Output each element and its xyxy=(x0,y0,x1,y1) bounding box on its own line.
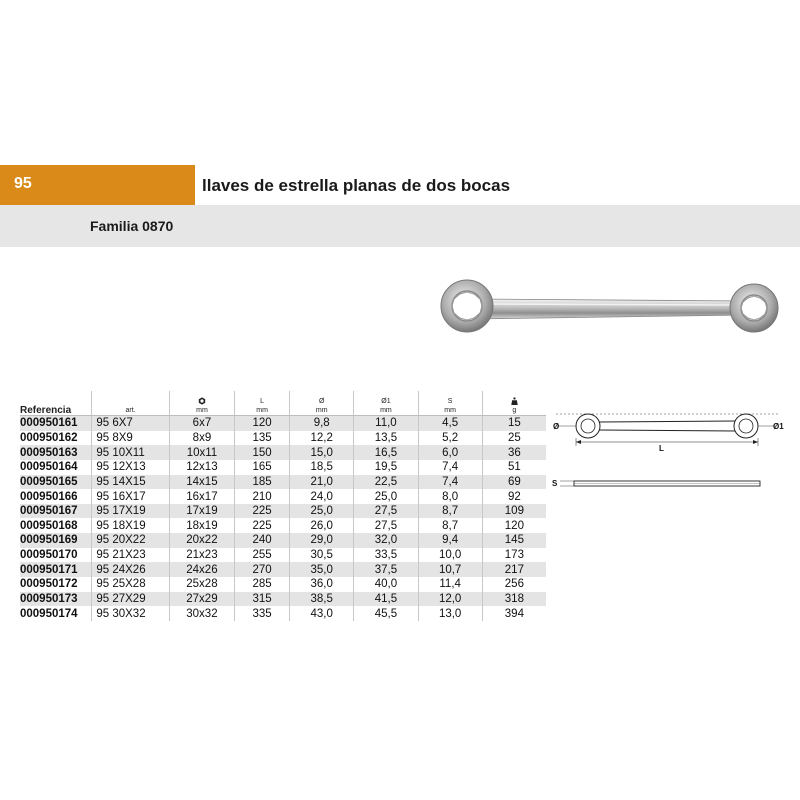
referencia-cell: 000950164 xyxy=(20,460,92,475)
thickness-cell: 10,0 xyxy=(418,548,482,563)
diameter-cell: 12,2 xyxy=(290,431,354,446)
length-cell: 210 xyxy=(235,489,290,504)
art-cell: 95 25X28 xyxy=(92,577,169,592)
thickness-cell: 8,0 xyxy=(418,489,482,504)
diameter-label: Ø xyxy=(553,422,560,431)
nut-icon xyxy=(198,397,206,405)
table-row xyxy=(20,504,546,519)
table-row xyxy=(20,445,546,460)
referencia-cell: 000950168 xyxy=(20,518,92,533)
table-row xyxy=(20,606,546,621)
diameter1-cell: 13,5 xyxy=(354,431,418,446)
table-row xyxy=(20,592,546,607)
thickness-cell: 9,4 xyxy=(418,533,482,548)
diameter-cell: 9,8 xyxy=(290,416,354,431)
thickness-cell: 12,0 xyxy=(418,592,482,607)
art-cell: 95 30X32 xyxy=(92,606,169,621)
size-cell: 10x11 xyxy=(169,445,234,460)
thickness-cell: 10,7 xyxy=(418,562,482,577)
wrench-photo xyxy=(432,275,792,345)
size-cell: 21x23 xyxy=(169,548,234,563)
weight-cell: 394 xyxy=(482,606,546,621)
thickness-cell: 7,4 xyxy=(418,460,482,475)
diameter1-cell: 19,5 xyxy=(354,460,418,475)
length-cell: 315 xyxy=(235,592,290,607)
length-cell: 150 xyxy=(235,445,290,460)
art-cell: 95 6X7 xyxy=(92,416,169,431)
thickness-cell: 8,7 xyxy=(418,518,482,533)
size-cell: 16x17 xyxy=(169,489,234,504)
referencia-cell: 000950163 xyxy=(20,445,92,460)
table-row xyxy=(20,416,546,431)
length-cell: 255 xyxy=(235,548,290,563)
length-cell: 270 xyxy=(235,562,290,577)
length-cell: 335 xyxy=(235,606,290,621)
art-cell: 95 10X11 xyxy=(92,445,169,460)
weight-cell: 217 xyxy=(482,562,546,577)
art-cell: 95 17X19 xyxy=(92,504,169,519)
art-cell: 95 18X19 xyxy=(92,518,169,533)
column-header-diameter: Ø mm xyxy=(290,391,354,416)
length-cell: 120 xyxy=(235,416,290,431)
art-cell: 95 21X23 xyxy=(92,548,169,563)
diameter-cell: 15,0 xyxy=(290,445,354,460)
thickness-cell: 4,5 xyxy=(418,416,482,431)
weight-icon xyxy=(511,397,518,405)
length-cell: 240 xyxy=(235,533,290,548)
table-row xyxy=(20,475,546,490)
diameter-cell: 38,5 xyxy=(290,592,354,607)
art-cell: 95 8X9 xyxy=(92,431,169,446)
table-row xyxy=(20,518,546,533)
size-cell: 20x22 xyxy=(169,533,234,548)
thickness-cell: 11,4 xyxy=(418,577,482,592)
length-cell: 225 xyxy=(235,518,290,533)
diameter-cell: 43,0 xyxy=(290,606,354,621)
weight-cell: 69 xyxy=(482,475,546,490)
size-cell: 8x9 xyxy=(169,431,234,446)
length-cell: 165 xyxy=(235,460,290,475)
diameter-cell: 36,0 xyxy=(290,577,354,592)
diameter1-cell: 27,5 xyxy=(354,518,418,533)
column-header-referencia: Referencia xyxy=(20,391,92,416)
weight-cell: 120 xyxy=(482,518,546,533)
weight-cell: 92 xyxy=(482,489,546,504)
diameter1-cell: 40,0 xyxy=(354,577,418,592)
weight-cell: 25 xyxy=(482,431,546,446)
diameter1-cell: 37,5 xyxy=(354,562,418,577)
diameter1-cell: 22,5 xyxy=(354,475,418,490)
column-header-s: S mm xyxy=(418,391,482,416)
diameter-cell: 26,0 xyxy=(290,518,354,533)
diameter1-cell: 41,5 xyxy=(354,592,418,607)
size-cell: 27x29 xyxy=(169,592,234,607)
art-cell: 95 12X13 xyxy=(92,460,169,475)
diameter1-cell: 16,5 xyxy=(354,445,418,460)
weight-cell: 145 xyxy=(482,533,546,548)
diameter-cell: 35,0 xyxy=(290,562,354,577)
diameter-cell: 30,5 xyxy=(290,548,354,563)
art-cell: 95 27X29 xyxy=(92,592,169,607)
referencia-cell: 000950170 xyxy=(20,548,92,563)
page-title: llaves de estrella planas de dos bocas xyxy=(202,176,511,195)
referencia-cell: 000950174 xyxy=(20,606,92,621)
thickness-cell: 8,7 xyxy=(418,504,482,519)
column-header-size: mm xyxy=(169,391,234,416)
table-row xyxy=(20,533,546,548)
diameter1-label: Ø1 xyxy=(773,422,784,431)
size-cell: 18x19 xyxy=(169,518,234,533)
diameter1-cell: 33,5 xyxy=(354,548,418,563)
art-cell: 95 24X26 xyxy=(92,562,169,577)
diameter-cell: 21,0 xyxy=(290,475,354,490)
referencia-cell: 000950161 xyxy=(20,416,92,431)
series-number: 95 xyxy=(14,175,32,192)
thickness-cell: 7,4 xyxy=(418,475,482,490)
weight-cell: 256 xyxy=(482,577,546,592)
length-cell: 135 xyxy=(235,431,290,446)
weight-cell: 109 xyxy=(482,504,546,519)
size-cell: 6x7 xyxy=(169,416,234,431)
referencia-cell: 000950171 xyxy=(20,562,92,577)
length-cell: 225 xyxy=(235,504,290,519)
table-header-row xyxy=(20,391,546,416)
referencia-cell: 000950169 xyxy=(20,533,92,548)
size-cell: 24x26 xyxy=(169,562,234,577)
table-row xyxy=(20,489,546,504)
size-cell: 30x32 xyxy=(169,606,234,621)
diameter-cell: 24,0 xyxy=(290,489,354,504)
spec-table xyxy=(20,391,546,621)
table-row xyxy=(20,548,546,563)
referencia-cell: 000950172 xyxy=(20,577,92,592)
diameter1-cell: 11,0 xyxy=(354,416,418,431)
size-cell: 14x15 xyxy=(169,475,234,490)
table-row xyxy=(20,562,546,577)
size-cell: 17x19 xyxy=(169,504,234,519)
length-cell: 185 xyxy=(235,475,290,490)
referencia-cell: 000950166 xyxy=(20,489,92,504)
diameter-cell: 25,0 xyxy=(290,504,354,519)
thickness-cell: 5,2 xyxy=(418,431,482,446)
referencia-cell: 000950162 xyxy=(20,431,92,446)
thickness-label: S xyxy=(552,479,558,488)
art-cell: 95 20X22 xyxy=(92,533,169,548)
weight-cell: 173 xyxy=(482,548,546,563)
weight-cell: 15 xyxy=(482,416,546,431)
diameter1-cell: 32,0 xyxy=(354,533,418,548)
column-header-weight: g xyxy=(482,391,546,416)
diameter1-cell: 25,0 xyxy=(354,489,418,504)
dimension-diagram xyxy=(548,402,788,494)
column-header-art: art. xyxy=(92,391,169,416)
table-row xyxy=(20,431,546,446)
art-cell: 95 16X17 xyxy=(92,489,169,504)
referencia-cell: 000950173 xyxy=(20,592,92,607)
diameter1-cell: 27,5 xyxy=(354,504,418,519)
weight-cell: 51 xyxy=(482,460,546,475)
column-header-l: L mm xyxy=(235,391,290,416)
referencia-cell: 000950165 xyxy=(20,475,92,490)
diameter1-cell: 45,5 xyxy=(354,606,418,621)
table-row xyxy=(20,577,546,592)
weight-cell: 318 xyxy=(482,592,546,607)
column-header-diameter1: Ø1 mm xyxy=(354,391,418,416)
length-cell: 285 xyxy=(235,577,290,592)
diameter-cell: 18,5 xyxy=(290,460,354,475)
table-row xyxy=(20,460,546,475)
weight-cell: 36 xyxy=(482,445,546,460)
thickness-cell: 13,0 xyxy=(418,606,482,621)
thickness-cell: 6,0 xyxy=(418,445,482,460)
referencia-cell: 000950167 xyxy=(20,504,92,519)
length-label: L xyxy=(659,444,664,453)
family-label: Familia 0870 xyxy=(90,218,174,234)
size-cell: 12x13 xyxy=(169,460,234,475)
art-cell: 95 14X15 xyxy=(92,475,169,490)
diameter-cell: 29,0 xyxy=(290,533,354,548)
size-cell: 25x28 xyxy=(169,577,234,592)
